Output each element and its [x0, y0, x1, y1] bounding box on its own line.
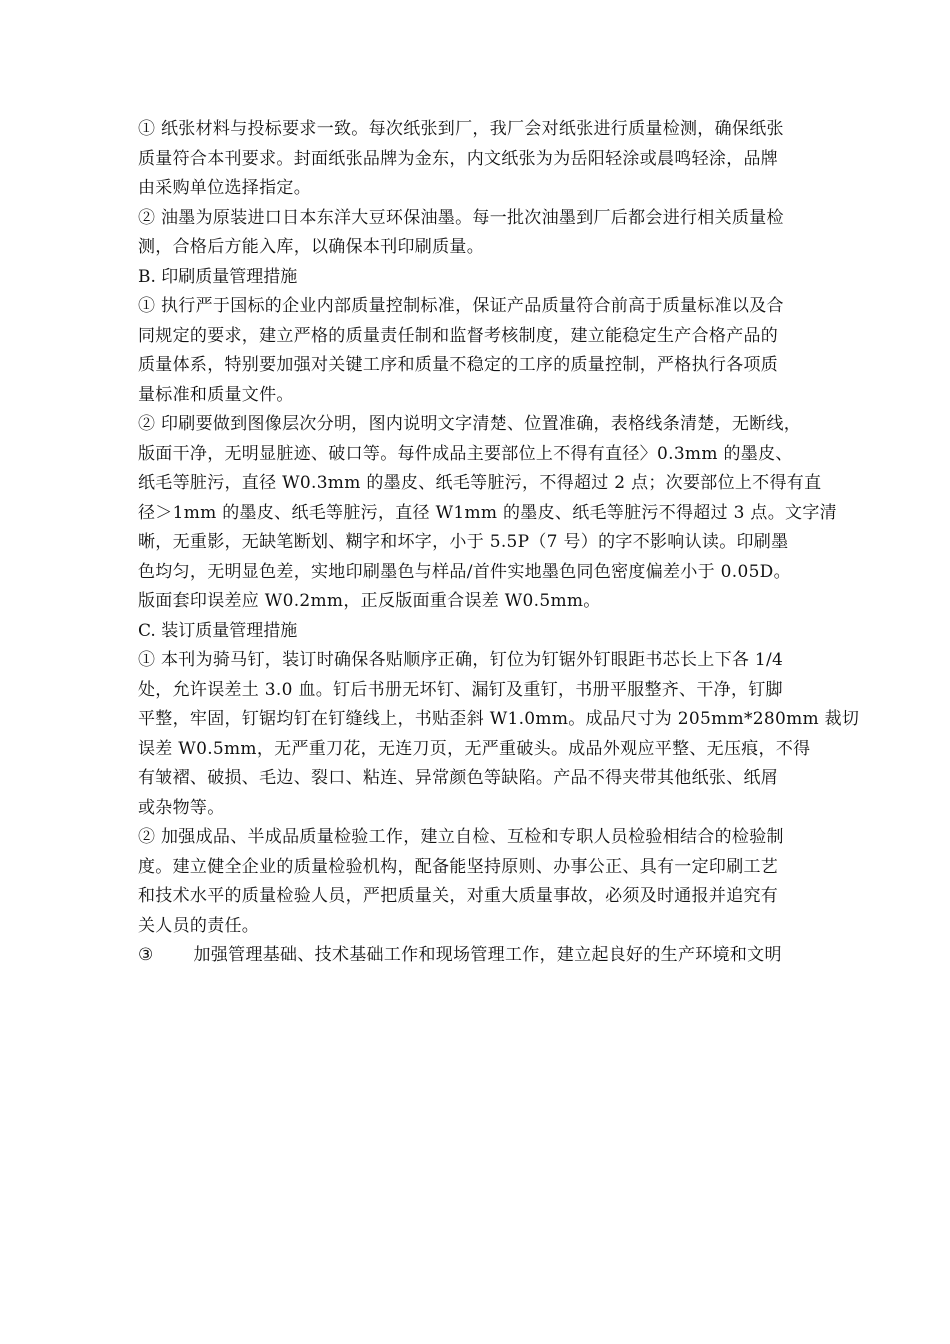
text-line: 版面干净，无明显脏迹、破口等。每件成品主要部位上不得有直径〉0.3mm 的墨皮、 — [138, 443, 793, 464]
text-line: 色均匀，无明显色差，实地印刷墨色与样品/首件实地墨色同色密度偏差小于 0.05D。 — [138, 561, 791, 582]
text-line: ② 印刷要做到图像层次分明，图内说明文字清楚、位置准确，表格线条清楚，无断线， — [138, 414, 802, 434]
section-heading-printing-quality: B. 印刷质量管理措施 — [138, 266, 298, 287]
text-line: ② 油墨为原装进口日本东洋大豆环保油墨。每一批次油墨到厂后都会进行相关质量检 — [138, 207, 784, 228]
text-line: 关人员的责任。 — [138, 915, 260, 936]
paragraph-printing-requirements — [138, 410, 858, 617]
text-line: ① 执行严于国标的企业内部质量控制标准，保证产品质量符合前高于质量标准以及合 — [138, 296, 784, 316]
text-line: 或杂物等。 — [138, 797, 225, 818]
document-page — [138, 115, 858, 971]
text-line: ① 本刊为骑马钉，装订时确保各贴顺序正确，钉位为钉锯外钉眼距书芯长上下各 1/4 — [138, 650, 784, 670]
list-marker: ③ — [138, 945, 154, 965]
text-line: 晰，无重影，无缺笔断划、糊字和坏字，小于 5.5P（7 号）的字不影响认读。印刷墨 — [138, 532, 789, 552]
text-line: 有皱褶、破损、毛边、裂口、粘连、异常颜色等缺陷。产品不得夹带其他纸张、纸屑 — [138, 768, 779, 788]
text-line: 和技术水平的质量检验人员，严把质量关，对重大质量事故，必须及时通报并追究有 — [138, 886, 779, 906]
text-line: 同规定的要求，建立严格的质量责任制和监督考核制度，建立能稳定生产合格产品的 — [138, 325, 779, 346]
paragraph-paper-materials — [138, 115, 858, 204]
section-heading-binding-quality: C. 装订质量管理措施 — [138, 620, 298, 641]
text-line: 版面套印误差应 W0.2mm，正反版面重合误差 W0.5mm。 — [138, 591, 601, 611]
text-line: 纸毛等脏污，直径 W0.3mm 的墨皮、纸毛等脏污，不得超过 2 点；次要部位上不得有直 — [138, 473, 822, 493]
text-line: 径＞1mm 的墨皮、纸毛等脏污，直径 W1mm 的墨皮、纸毛等脏污不得超过 3 点。文字清 — [138, 502, 837, 523]
text-line: 质量符合本刊要求。封面纸张品牌为金东，内文纸张为为岳阳轻涂或晨鸣轻涂，品牌 — [138, 148, 779, 169]
text-line: 误差 W0.5mm，无严重刀花，无连刀页，无严重破头。成品外观应平整、无压痕，不得 — [138, 738, 811, 759]
paragraph-quality-standards — [138, 292, 858, 410]
text-line: 度。建立健全企业的质量检验机构，配备能坚持原则、办事公正、具有一定印刷工艺 — [138, 856, 779, 877]
paragraph-management-basics — [138, 941, 858, 971]
text-line: 质量体系，特别要加强对关键工序和质量不稳定的工序的质量控制，严格执行各项质 — [138, 355, 779, 375]
paragraph-binding-method — [138, 646, 858, 823]
text-line: 测，合格后方能入库，以确保本刊印刷质量。 — [138, 237, 484, 257]
paragraph-ink — [138, 204, 858, 263]
paragraph-inspection — [138, 823, 858, 941]
text-line: 处，允许误差土 3.0 血。钉后书册无坏钉、漏钉及重钉，书册平服整齐、干净，钉脚 — [138, 679, 783, 700]
text-line: ② 加强成品、半成品质量检验工作，建立自检、互检和专职人员检验相结合的检验制 — [138, 827, 784, 847]
text-line-content: 加强管理基础、技术基础工作和现场管理工作，建立起良好的生产环境和文明 — [193, 945, 782, 965]
text-line: 量标准和质量文件。 — [138, 384, 294, 405]
text-line: 由采购单位选择指定。 — [138, 178, 311, 198]
text-line — [138, 941, 858, 971]
text-line: 平整，牢固，钉锯均钉在钉缝线上，书贴歪斜 W1.0mm。成品尺寸为 205mm*280mm 裁切 — [138, 709, 860, 729]
text-line: ① 纸张材料与投标要求一致。每次纸张到厂，我厂会对纸张进行质量检测，确保纸张 — [138, 119, 784, 139]
